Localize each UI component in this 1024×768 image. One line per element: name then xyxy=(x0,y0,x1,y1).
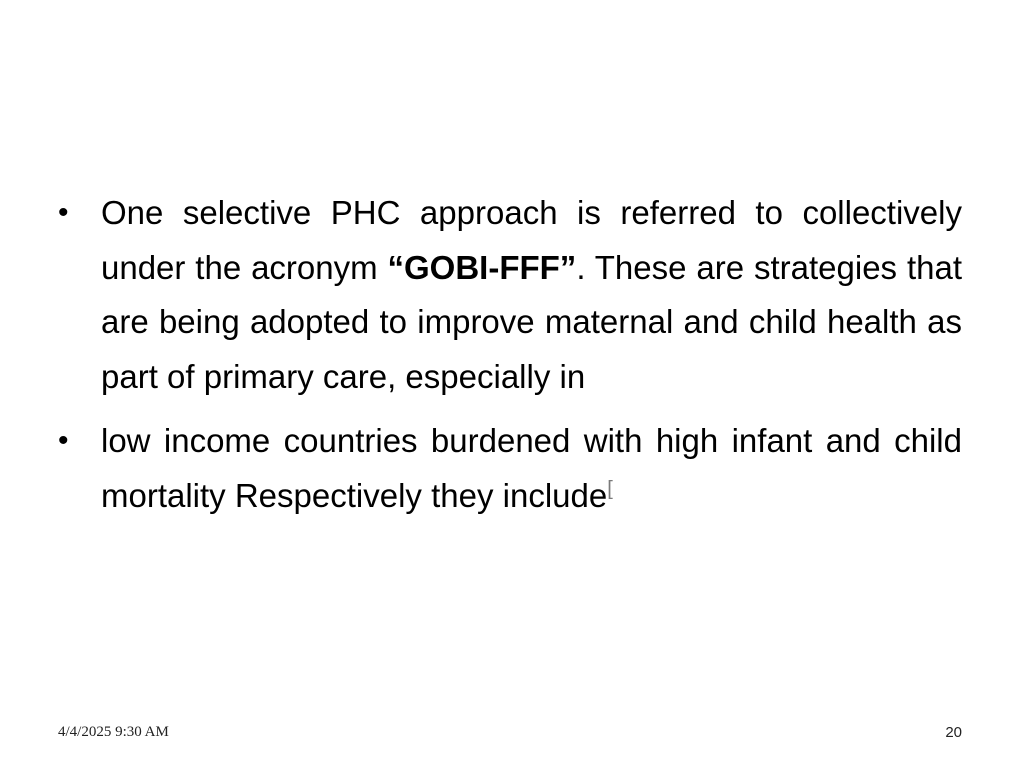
bullet-text-strategies: . These are strategies that are being adopted to improve maternal and child health as part of primary care, especially in xyxy=(101,248,962,395)
footer-date: 4/4/2025 9:30 AM xyxy=(58,724,169,740)
bullet-icon: • xyxy=(58,196,69,229)
bullet-item-gobi-fff xyxy=(58,186,962,404)
bullet-item-low-income xyxy=(58,414,962,523)
bullet-text-intro: One selective PHC approach is referred to collectively under the acronym xyxy=(101,194,962,286)
acronym-gobi-fff: “GOBI-FFF” xyxy=(387,248,577,286)
bullet-list xyxy=(58,186,962,533)
reference-link[interactable]: [ xyxy=(607,477,613,500)
bullet-icon: • xyxy=(58,424,69,457)
bullet-text-low-income: low income countries burdened with high infant and child mortality Respectively they include xyxy=(101,422,962,514)
page-number: 20 xyxy=(945,724,962,741)
